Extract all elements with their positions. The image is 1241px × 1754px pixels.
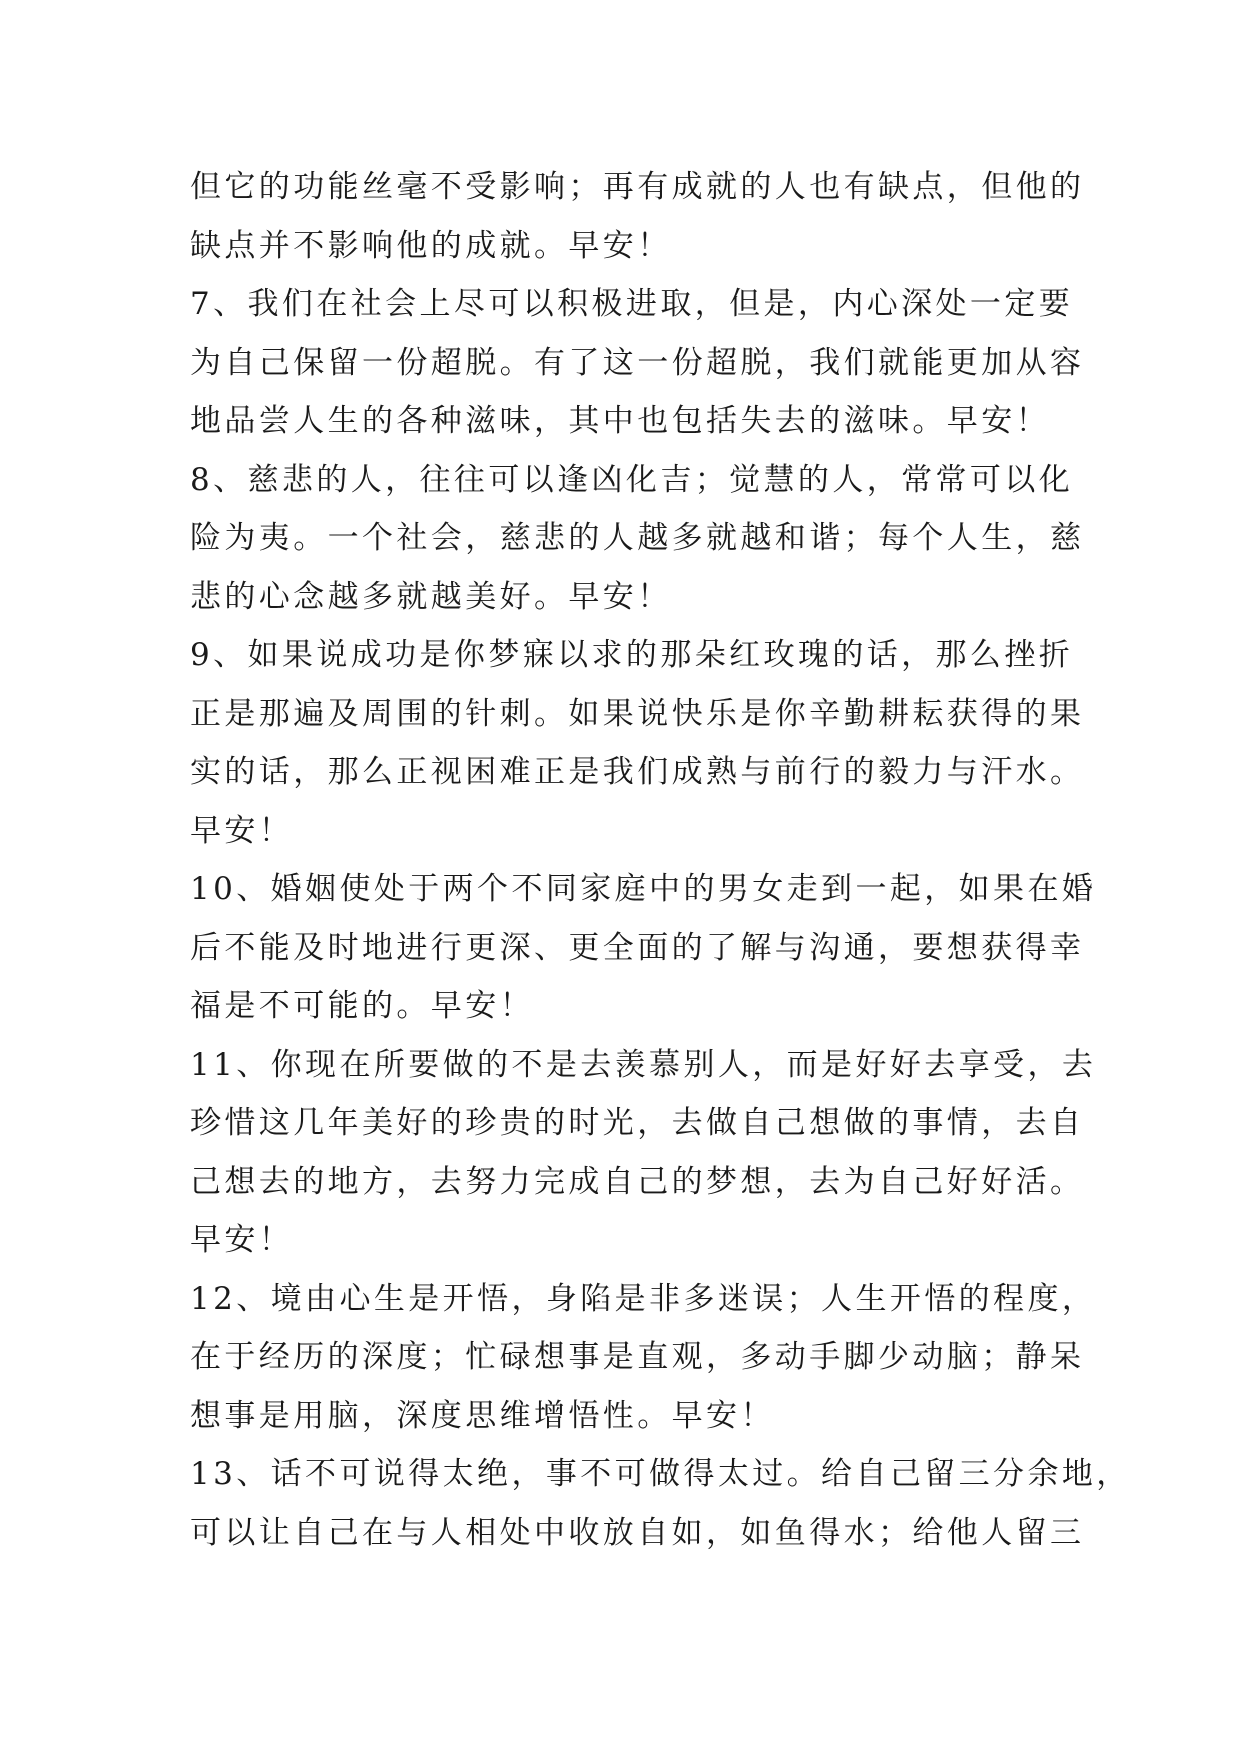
text-line: 12、境由心生是开悟，身陷是非多迷误；人生开悟的程度， bbox=[190, 1280, 1097, 1317]
text-line: 可以让自己在与人相处中收放自如，如鱼得水；给他人留三 bbox=[190, 1514, 1085, 1551]
text-line: 7、我们在社会上尽可以积极进取，但是，内心深处一定要 bbox=[190, 286, 1074, 322]
text-line: 为自己保留一份超脱。有了这一份超脱，我们就能更加从容 bbox=[190, 344, 1085, 381]
text-line: 9、如果说成功是你梦寐以求的那朵红玫瑰的话，那么挫折 bbox=[190, 637, 1074, 673]
text-line: 11、你现在所要做的不是去羡慕别人，而是好好去享受，去 bbox=[190, 1046, 1097, 1083]
text-line: 想事是用脑，深度思维增悟性。早安！ bbox=[190, 1397, 775, 1434]
text-line: 险为夷。一个社会，慈悲的人越多就越和谐；每个人生，慈 bbox=[190, 520, 1085, 556]
text-line: 悲的心念越多就越美好。早安！ bbox=[190, 578, 672, 615]
text-line: 地品尝人生的各种滋味，其中也包括失去的滋味。早安！ bbox=[190, 403, 1050, 439]
text-line: 后不能及时地进行更深、更全面的了解与沟通，要想获得幸 bbox=[190, 929, 1085, 966]
text-line: 早安！ bbox=[190, 812, 294, 849]
text-line: 福是不可能的。早安！ bbox=[190, 988, 534, 1024]
text-line: 早安！ bbox=[190, 1222, 294, 1258]
text-line: 珍惜这几年美好的珍贵的时光，去做自己想做的事情，去自 bbox=[190, 1105, 1085, 1141]
text-line: 但它的功能丝毫不受影响；再有成就的人也有缺点，但他的 bbox=[190, 169, 1085, 205]
text-line: 己想去的地方，去努力完成自己的梦想，去为自己好好活。 bbox=[190, 1163, 1085, 1200]
document-body bbox=[190, 158, 1131, 1562]
text-line: 正是那遍及周围的针刺。如果说快乐是你辛勤耕耘获得的果 bbox=[190, 695, 1085, 732]
text-line: 实的话，那么正视困难正是我们成熟与前行的毅力与汗水。 bbox=[190, 754, 1085, 790]
text-line: 8、慈悲的人，往往可以逢凶化吉；觉慧的人，常常可以化 bbox=[190, 461, 1074, 498]
text-line: 10、婚姻使处于两个不同家庭中的男女走到一起，如果在婚 bbox=[190, 871, 1097, 907]
text-line: 缺点并不影响他的成就。早安！ bbox=[190, 227, 672, 264]
text-line: 13、话不可说得太绝，事不可做得太过。给自己留三分余地， bbox=[190, 1456, 1131, 1492]
text-line: 在于经历的深度；忙碌想事是直观，多动手脚少动脑；静呆 bbox=[190, 1339, 1085, 1375]
